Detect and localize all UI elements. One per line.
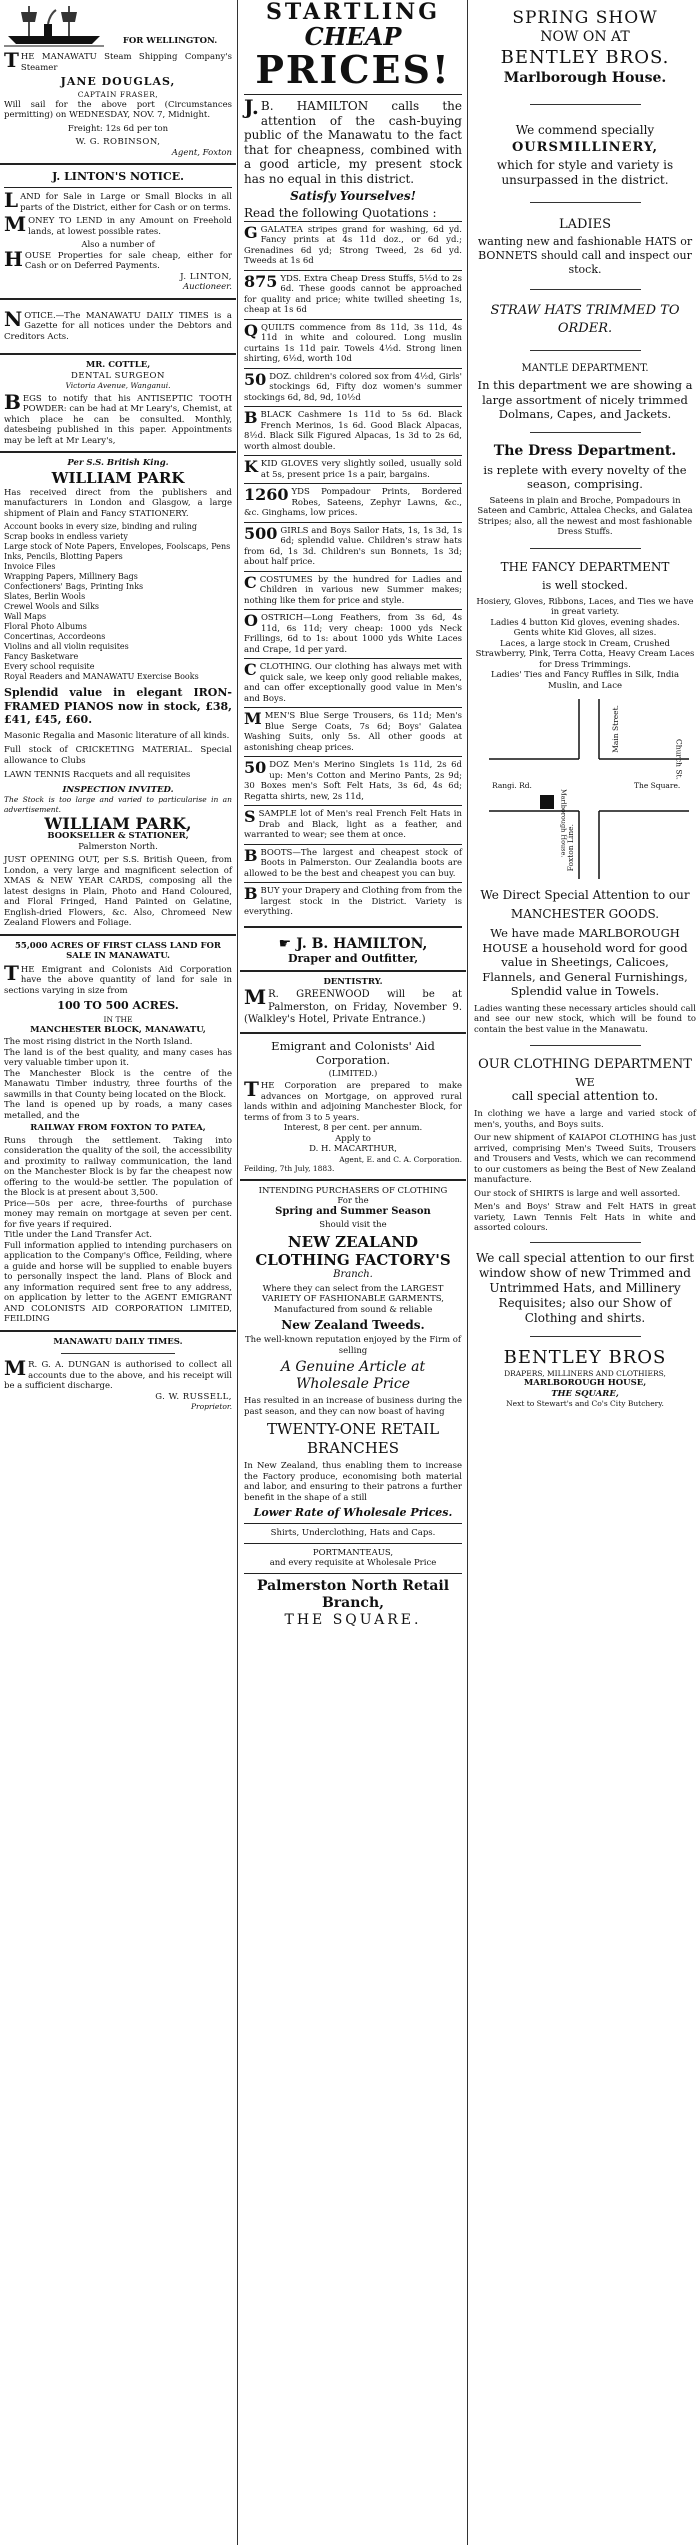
dentistry-ad (240, 977, 466, 1027)
hamilton-ad (240, 0, 466, 965)
map-label-marlborough: Marlborough House. (559, 789, 568, 858)
quotation-text: DOZ. children's colored sox from 4½d, Girls' stockings 6d, Fifty doz women's summer stockings 6d, 8d, 9d, 10½d (244, 371, 462, 403)
list-item: Fancy Basketware (4, 652, 79, 661)
emigrant-interest: Interest, 8 per cent. per annum. (283, 1123, 423, 1133)
mantle-heading: MANTLE DEPARTMENT. (521, 363, 649, 374)
mdt-body: MR. G. A. DUNGAN is authorised to collect all accounts due to the above, and his receipt will be a sufficient discharge. (4, 1356, 232, 1391)
clothing-heading: OUR CLOTHING DEPARTMENT (478, 1057, 692, 1072)
emigrant-date: Feilding, 7th July, 1883. (244, 1164, 335, 1173)
list-item: Inks, Pencils, Blotting Papers (4, 552, 123, 561)
quotation-item (244, 571, 462, 610)
commend: We commend specially (515, 123, 655, 137)
masthead-startling: STARTLING (265, 0, 441, 25)
column-left (0, 0, 236, 2545)
millinery-word: OURSMILLINERY, (511, 140, 658, 155)
fancy-item: Laces, a large stock in Cream, Crushed Strawberry, Pink, Terra Cotta, Heavy Cream Laces for Dress Trimmings. (475, 638, 695, 670)
quotation-text: YDS Pompadour Prints, Bordered Robes, Sateens, Zephyr Lawns, &c., &c. Ginghams, low prices. (244, 487, 462, 518)
quotation-text: SAMPLE lot of Men's real French Felt Hats in Drab and Black, light as a feather, and warranted to wear; see them at once. (244, 809, 462, 840)
fancy-item: Gents white Kid Gloves, all sizes. (513, 628, 657, 638)
list-item: Invoice Files (4, 562, 56, 571)
linton-signer: J. LINTON, (180, 271, 232, 282)
nzcf-port: PORTMANTEAUS, (312, 1547, 394, 1558)
nzcf-lower: Lower Rate of Wholesale Prices. (253, 1506, 453, 1519)
nzcf-tweeds: New Zealand Tweeds. (281, 1318, 425, 1332)
street-map (474, 699, 696, 879)
dress-heading: The Dress Department. (493, 442, 677, 459)
quotation-list (244, 221, 462, 921)
list-item: Violins and all violin requisites (4, 642, 129, 651)
park-body: Has received direct from the publishers and manufacturers in London and Glasgow, a large shipment of Plain and Fancy STATIONERY. (4, 487, 232, 519)
ship-sail: Will sail for the above port (Circumstances permitting) on WEDNESDAY, NOV. 7, Midnight. (4, 99, 232, 120)
quotation-lead: K (244, 457, 258, 476)
hamilton-title: Draper and Outfitter, (287, 951, 419, 965)
quotation-item (244, 270, 462, 319)
list-item: Floral Photo Albums (4, 622, 87, 631)
park-tennis: LAWN TENNIS Racquets and all requisites (4, 770, 191, 780)
quotation-item (244, 483, 462, 522)
quotation-text: COSTUMES by the hundred for Ladies and Children in various new Summer makes; nothing like them for price and style. (244, 574, 462, 606)
linton-title: Auctioneer. (183, 282, 232, 292)
quotation-item (244, 882, 462, 921)
mantle-body: In this department we are showing a large assortment of nicely trimmed Dolmans, Capes, and Jackets. (477, 378, 693, 421)
list-item: Every school requisite (4, 662, 95, 671)
mdt-title: Proprietor. (190, 1402, 232, 1411)
acres-railway: RAILWAY FROM FOXTON TO PATEA, (30, 1123, 206, 1133)
list-item: Slates, Berlin Wools (4, 592, 86, 601)
bentley-name: BENTLEY BROS. (500, 47, 670, 68)
acres-p2: The land is of the best quality, and many cases has very valuable timber upon it. (4, 1047, 232, 1068)
list-item: Concertinas, Accordeons (4, 632, 106, 641)
nzcf-branch: Branch. (333, 1268, 373, 1280)
quotation-lead: M (244, 709, 262, 728)
list-item: Wrapping Papers, Millinery Bags (4, 572, 138, 581)
fancy-item: Hosiery, Gloves, Ribbons, Laces, and Ties we have in great variety. (476, 596, 694, 617)
cottle-name: MR. COTTLE, (85, 360, 151, 370)
fancy-item: Ladies 4 button Kid gloves, evening shades. (490, 617, 680, 628)
cottle-address: Victoria Avenue, Wanganui. (65, 381, 171, 390)
ship-agent-title: Agent, Foxton (171, 147, 232, 158)
map-label-main-street: Main Street. (611, 705, 620, 753)
column-rule (467, 0, 468, 2545)
park-masonic: Masonic Regalia and Masonic literature of all kinds. (4, 730, 230, 741)
millinery-rest: which for style and variety is unsurpassed in the district. (496, 158, 674, 187)
cottle-title: DENTAL SURGEON (71, 370, 165, 381)
quotation-text: BLACK Cashmere 1s 11d to 5s 6d. Black French Merinos, 1s 6d. Good Black Alpacas, 8½d. Black Silk Figured Alpacas, 1s 3d to 2s 6d, worth almost double. (244, 410, 462, 452)
quotation-lead: C (244, 660, 257, 679)
park-list (4, 522, 232, 682)
map-label-church: Church St. (674, 739, 684, 780)
hamilton-intro: J.B. HAMILTON calls the attention of the cash-buying public of the Manawatu to the fact that for cheapness, combined with a good article, my present stock has no equal in this district. (244, 95, 462, 186)
manchester-heading: MANCHESTER GOODS. (510, 907, 660, 921)
bentley-ad (470, 8, 700, 1409)
quotation-item (244, 707, 462, 756)
acres-block: MANCHESTER BLOCK, MANAWATU, (30, 1024, 206, 1035)
nzcf-visit: Should visit the (319, 1220, 387, 1230)
acres-ad (0, 941, 236, 1325)
steamship-icon (4, 2, 104, 48)
nzcf-intro: INTENDING PURCHASERS OF CLOTHING (258, 1185, 448, 1196)
quotation-item (244, 368, 462, 407)
satisfy-line: Satisfy Yourselves! (290, 189, 416, 203)
nzcf-where: Where they can select from the LARGEST VARIETY OF FASHIONABLE GARMENTS, Manufactured from sound & reliable (261, 1283, 444, 1315)
nzcf-square: THE SQUARE. (284, 1611, 422, 1628)
spring-show: SPRING SHOW (512, 8, 658, 28)
quotation-lead: 875 (244, 271, 278, 291)
notice-body: NOTICE.—The MANAWATU DAILY TIMES is a Gazette for all notices under the Debtors and Creditors Acts. (4, 306, 232, 342)
direct-heading: We Direct Special Attention to our (480, 888, 690, 902)
cottle-body: BEGS to notify that his ANTISEPTIC TOOTH POWDER: can be had at Mr Leary's, Chemist, at which place he can be consulted. Monthly, datesbeing published in this paper. Appointments may be left at Mr Leary's, (4, 389, 232, 446)
ship-vessel: JANE DOUGLAS, (60, 75, 176, 88)
quotation-item (244, 319, 462, 368)
masthead-prices: PRICES! (255, 47, 451, 92)
dress-list: Sateens in plain and Broche, Pompadours in Sateen and Cambric, Attalea Checks, and Galatea Stripes; also, all the newest and most fashionable Dress Stuffs. (477, 495, 693, 537)
nzcf-for: For the (337, 1196, 369, 1206)
kaiapoi: Our new shipment of KAIAPOI CLOTHING has just arrived, comprising Men's Tweed Suits, Trousers and Trousers and Vests, which we can recommend to our customers as being the Best of New Zealand manufacture. (474, 1133, 696, 1185)
quotation-text: QUILTS commence from 8s 11d, 3s 11d, 4s 11d in white and coloured. Long muslin curtains 1s 11d pair. Towels 4½d. Strong linen shirting, 6½d, worth 10d (244, 322, 462, 364)
manchester-small: Ladies wanting these necessary articles should call and see our new stock, which will be found to contain the best value in the Manawatu. (474, 1003, 696, 1035)
nzcf-season: Spring and Summer Season (275, 1205, 431, 1217)
masthead-cheap: CHEAP (304, 22, 402, 51)
ship-captain: CAPTAIN FRASER, (77, 90, 159, 99)
nzcf-increase: Has resulted in an increase of business during the past season, and they can now boast of having (244, 1396, 462, 1417)
ship-heading: FOR WELLINGTON. (122, 36, 218, 46)
quotation-text: BUY your Drapery and Clothing from from the largest stock in the District. Variety is everything. (244, 886, 462, 917)
list-item: Wall Maps (4, 612, 47, 621)
map-label-square: The Square. (634, 781, 681, 790)
ship-agent: W. G. ROBINSON, (75, 137, 161, 147)
park-invite-body: The Stock is too large and varied to particularise in an advertisement. (4, 795, 232, 814)
manchester-body: We have made MARLBOROUGH HOUSE a household word for good value in Sheetings, Calicoes, Flannels, and General Furnishings, Splendid value in Towels. (482, 926, 688, 998)
quotation-item (244, 406, 462, 455)
column-rule (237, 0, 238, 2545)
list-item: Large stock of Note Papers, Envelopes, Foolscaps, Pens (4, 542, 231, 551)
hamilton-signature: ☛ J. B. HAMILTON, (278, 935, 428, 952)
park-role: BOOKSELLER & STATIONER, (47, 831, 189, 841)
linton-house: HOUSE Properties for sale cheap, either for Cash or on Deferred Payments. (4, 246, 232, 271)
quotation-item (244, 756, 462, 805)
quotation-lead: C (244, 572, 257, 592)
quotation-item (244, 609, 462, 658)
clothing-attn: call special attention to. (511, 1089, 659, 1103)
mdt-ad (0, 1337, 236, 1412)
quotation-lead: S (244, 807, 256, 826)
acres-p3: The Manchester Block is the centre of the Manawatu Timber industry, three fourths of the sawmills in that County being located on the Block. (4, 1068, 232, 1100)
quotation-item (244, 805, 462, 844)
quotation-lead: 500 (244, 523, 278, 543)
map-label-rangitikei: Rangi. Rd. (492, 781, 532, 790)
acres-body: THE Emigrant and Colonists Aid Corporation have the above quantity of land for sale in sections varying in size from (4, 960, 232, 996)
linton-notice (0, 170, 236, 293)
ladies-heading: LADIES (559, 217, 611, 232)
quotation-text: OSTRICH—Long Feathers, from 3s 6d, 4s 11d, 6s 11d; very cheap: 1000 yds Neck Frillings, 6d to 1s: about 1000 yds White Laces and Crape, 1d per yard. (244, 613, 462, 655)
shipping-ad (0, 0, 236, 158)
park-pianos: Splendid value in elegant IRON-FRAMED PIANOS now in stock, £38, £41, £45, £60. (4, 686, 232, 726)
quotation-text: CLOTHING. Our clothing has always met with quick sale, we keep only good reliable makes, and can offer exceptionally good value in Men's and Boys. (244, 662, 462, 704)
shirts: Our stock of SHIRTS is large and well assorted. (474, 1188, 681, 1199)
quotation-lead: 50 (244, 758, 267, 777)
mdt-signer: G. W. RUSSELL, (155, 1391, 232, 1402)
sig-square: THE SQUARE, (551, 1388, 619, 1399)
emigrant-agent-title: Agent, E. and C. A. Corporation. (339, 1154, 462, 1164)
park-ship: Per S.S. British King. (67, 458, 169, 468)
emigrant-ad (240, 1039, 466, 1174)
nzcf-name: NEW ZEALAND CLOTHING FACTORY'S (255, 1232, 451, 1269)
park-opening: JUST OPENING OUT, per S.S. British Queen, from London, a very large and magnificent selection of XMAS & NEW YEAR CARDS, composing all the latest designs in Plain, Photo and Hand Coloured, and Floral Fringed, Hand Painted on Gelatine, English-dried Flowers, &c. Also, Chromeed New Zealand Flowers and Foliage. (4, 855, 232, 928)
park-cricket: Full stock of CRICKETING MATERIAL. Special allowance to Clubs (4, 745, 232, 766)
ladies-body: wanting new and fashionable HATS or BONNETS should call and inspect our stock. (477, 235, 693, 276)
quotation-lead: O (244, 611, 258, 630)
hand-pointer-icon: ☛ (278, 935, 292, 952)
window-show: We call special attention to our first window show of new Trimmed and Untrimmed Hats, and Millinery Requisites; also our Show of Clothing and shirts. (475, 1250, 695, 1325)
linton-money: MONEY TO LEND in any Amount on Freehold lands, at lowest possible rates. (4, 212, 232, 237)
list-item: Account books in every size, binding and ruling (4, 522, 197, 531)
quotation-lead: Q (244, 320, 258, 340)
quotation-item (244, 221, 462, 270)
nzcf-nz: In New Zealand, thus enabling them to increase the Factory produce, economising both material and labor, and ensuring to their patrons a further benefit in the shape of a still (244, 1461, 462, 1503)
quotation-text: MEN'S Blue Serge Trousers, 6s 11d; Men's Blue Serge Coats, 7s 6d; Boys' Galatea Washing Suits, only 5s. All other goods at astonishing cheap prices. (244, 711, 462, 753)
column-middle (240, 0, 466, 2545)
park-name: WILLIAM PARK (51, 468, 185, 487)
read-line: Read the following Quotations : (244, 206, 437, 220)
quotation-text: GIRLS and Boys Sailor Hats, 1s, 1s 3d, 1s 6d; splendid value. Children's straw hats from 6d, 1s 3d. Children's sun Bonnets, 1s 3d; about half price. (244, 525, 462, 567)
list-item: Confectioners' Bags, Printing Inks (4, 582, 144, 591)
linton-land: LAND for Sale in Large or Small Blocks in all parts of the District, either for Cash or on terms. (4, 188, 232, 213)
mdt-heading: MANAWATU DAILY TIMES. (53, 1336, 183, 1347)
quotation-item (244, 658, 462, 707)
quotation-lead: 1260 (244, 485, 289, 504)
list-item: Scrap books in endless variety (4, 532, 128, 541)
list-item: Crewel Wools and Silks (4, 602, 100, 611)
park-town: Palmerston North. (78, 841, 158, 852)
quotation-text: BOOTS—The largest and cheapest stock of Boots in Palmerston. Our Zealandia boots are allowed to be the best and cheapest you can buy. (244, 847, 462, 879)
nzcf-shirts: Shirts, Underclothing, Hats and Caps. (270, 1528, 436, 1538)
sig-name: BENTLEY BROS (503, 1346, 667, 1368)
quotation-text: KID GLOVES very slightly soiled, usually sold at 5s, present price 1s a pair, bargains. (260, 459, 462, 480)
park-ad (0, 458, 236, 929)
fancy-stocked: is well stocked. (542, 578, 628, 592)
quotation-lead: B (244, 845, 258, 865)
house-name: Marlborough House. (503, 70, 667, 86)
emigrant-apply: Apply to (335, 1133, 371, 1144)
acres-p1: The most rising district in the North Island. (4, 1037, 193, 1047)
hats: Men's and Boys' Straw and Felt HATS in great variety, Lawn Tennis Felt Hats in white and assorted colours. (474, 1202, 696, 1233)
now-on: NOW ON AT (540, 29, 630, 45)
quotation-text: YDS. Extra Cheap Dress Stuffs, 5½d to 2s 6d. These goods cannot be approached for quality and price; white twilled sheeting 1s, cheap at 1s 6d (244, 273, 462, 315)
acres-p7: Title under the Land Transfer Act. (4, 1230, 152, 1240)
straw-hats: STRAW HATS TRIMMED TO ORDER. (490, 303, 680, 336)
park-invite-title: INSPECTION INVITED. (62, 784, 174, 795)
emigrant-limited: (LIMITED.) (328, 1068, 378, 1079)
quotation-text: DOZ Men's Merino Singlets 1s 11d, 2s 6d up: Men's Cotton and Merino Pants, 2s 9d; 30 Boxes men's Soft Felt Hats, 3s 6d, 4s 6d; Regatta shirts, new, 2s 11d, (244, 760, 462, 802)
quotation-lead: G (244, 222, 258, 242)
nzcf-pn: Palmerston North Retail Branch, (256, 1577, 450, 1611)
cottle-ad (0, 360, 236, 446)
quotation-item (244, 455, 462, 483)
column-right (470, 0, 700, 2545)
debtors-notice (0, 305, 236, 349)
fancy-item: Ladies' Ties and Fancy Ruffles in Silk, India Muslin, and Lace (490, 670, 680, 691)
clothing-we: WE (575, 1076, 595, 1089)
nzcf-ad (240, 1186, 466, 1628)
emigrant-heading: Emigrant and Colonists' Aid Corporation. (271, 1038, 435, 1067)
emigrant-body: THE Corporation are prepared to make advances on Mortgage, on approved rural lands within and adjoining Manchester Block, for terms of from 3 to 5 years. (244, 1077, 462, 1123)
nzcf-port2: and every requisite at Wholesale Price (269, 1558, 437, 1568)
sig-house: MARLBOROUGH HOUSE, (523, 1378, 647, 1388)
acres-p8: Full information applied to intending purchasers on application to the Company's Office, Feilding, where a guide and horse will be supplied to enable buyers to personally inspect the land. Plans of Block and any information required sent free to any address, on application by letter to the AGENT EMIGRANT AND COLONISTS AID CORPORATION LIMITED, FEILDING (4, 1240, 232, 1324)
linton-also: Also a number of (81, 240, 155, 250)
acres-p4: The land is opened up by roads, a many cases metalled, and the (4, 1100, 232, 1121)
acres-range: 100 TO 500 ACRES. (57, 999, 179, 1012)
ship-freight: Freight: 12s 6d per ton (67, 123, 169, 134)
sig-line: DRAPERS, MILLINERS AND CLOTHIERS, (504, 1368, 666, 1378)
quotation-lead: B (244, 884, 258, 903)
acres-heading: 55,000 ACRES OF FIRST CLASS LAND FOR SALE IN MANAWATU. (15, 940, 221, 961)
linton-heading: J. LINTON'S NOTICE. (52, 170, 184, 183)
quotation-item (244, 844, 462, 883)
acres-in: IN THE (103, 1015, 133, 1024)
map-label-foxton: Foxton Line. (566, 824, 575, 872)
list-item: Royal Readers and MANAWATU Exercise Books (4, 672, 199, 681)
emigrant-agent: D. H. MACARTHUR, (309, 1144, 397, 1154)
fancy-heading: THE FANCY DEPARTMENT (500, 559, 670, 574)
nzcf-genuine: A Genuine Article at Wholesale Price (280, 1359, 426, 1392)
quotation-item (244, 522, 462, 571)
dentistry-body: MR. GREENWOOD will be at Palmerston, on Friday, November 9. (Walkley's Hotel, Private Entrance.) (244, 985, 462, 1025)
quotation-text: GALATEA stripes grand for washing, 6d yd. Fancy prints at 4s 11d doz., or 6d yd.; Grenadines 6d yd; Strong Tweed, 2s 6d yd. Tweeds at 1s 6d (244, 224, 462, 266)
dress-body: is replete with every novelty of the season, comprising. (483, 462, 687, 491)
clothing-small: In clothing we have a large and varied stock of men's, youths, and Boys suits. (474, 1109, 696, 1130)
dentistry-heading: DENTISTRY. (323, 976, 383, 987)
park-name-2: WILLIAM PARK, (44, 814, 192, 833)
sig-next: Next to Stewart's and Co's City Butchery. (506, 1399, 664, 1408)
quotation-lead: B (244, 408, 258, 427)
nzcf-branches: TWENTY-ONE RETAIL BRANCHES (266, 1420, 440, 1457)
ship-body: THE MANAWATU Steam Shipping Company's Steamer (4, 48, 232, 73)
acres-p6: Price—50s per acre, three-fourths of purchase money may remain on mortgage at seven per cent. for five years if required. (4, 1198, 232, 1230)
acres-p5: Runs through the settlement. Taking into consideration the quality of the soil, the accessibility and proximity to railway communication, the land on the Manchester Block is by far the cheapest now offering to the would-be settler. The population of the Block is at present about 3,500. (4, 1135, 232, 1198)
quotation-lead: 50 (244, 369, 267, 389)
nzcf-reputation: The well-known reputation enjoyed by the Firm of selling (244, 1335, 462, 1356)
